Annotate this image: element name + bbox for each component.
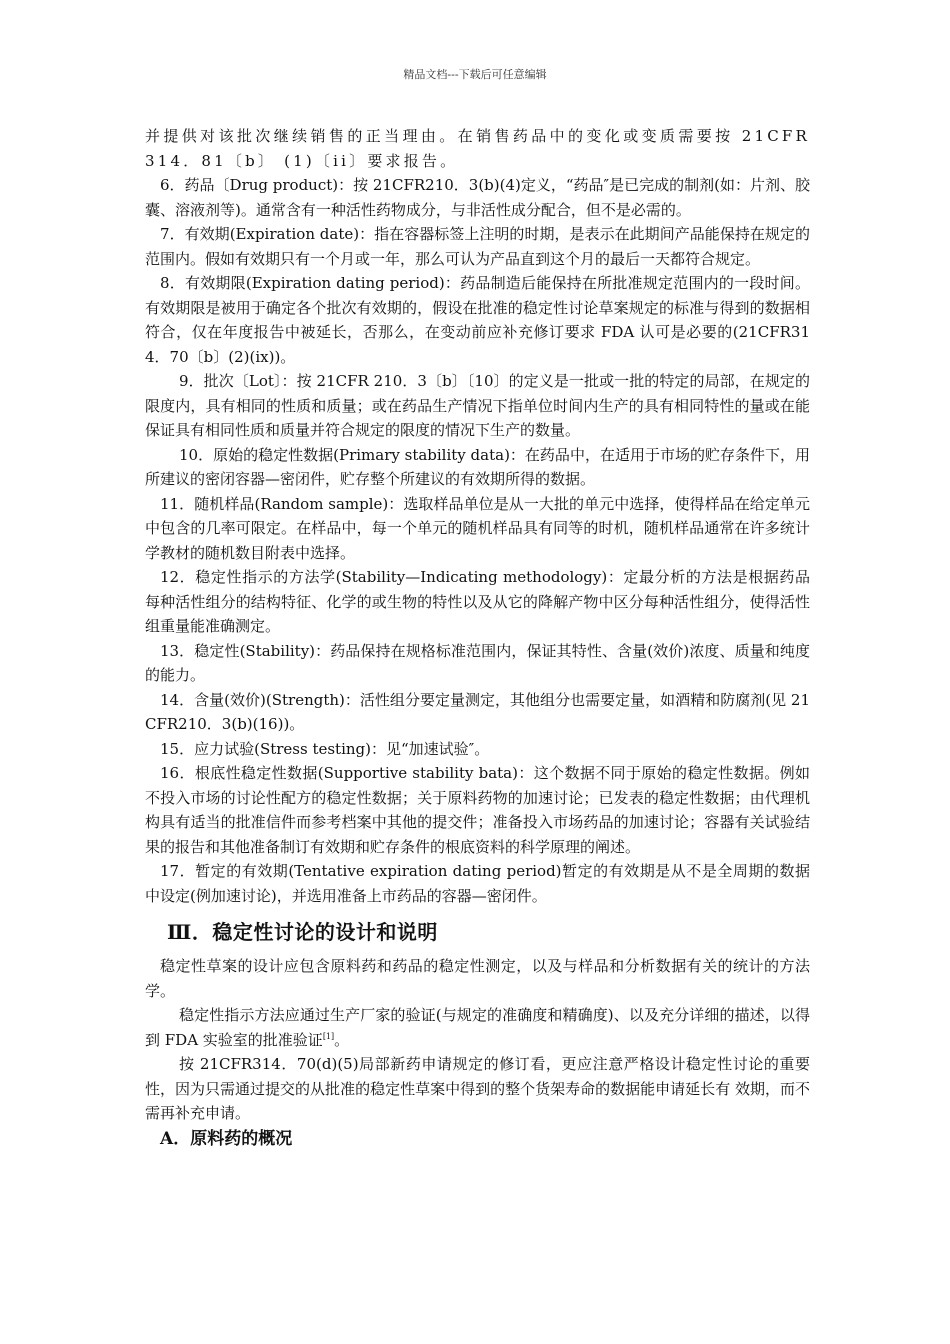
definition-15-stress-testing: 15．应力试验(Stress testing)：见“加速试验″。 <box>160 739 490 758</box>
definition-6-drug-product: 6．药品〔Drug product)：按 21CFR210．3(b)(4)定义，“药品″是已完成的制剂(如：片剂、胶囊、溶液剂等)。通常含有一种活性药物成分，与非活性成分配合，但不是必需的。 <box>145 176 811 219</box>
section-heading: Ⅲ．稳定性讨论的设计和说明 <box>167 920 438 944</box>
section-paragraph-3: 按 21CFR314．70(d)(5)局部新药申请规定的修订看，更应注意严格设计稳定性讨论的重要性，因为只需通过提交的从批准的稳定性草案中得到的整个货架寿命的数据能申请延长有 效期，而不需再补充申请。 <box>145 1055 810 1122</box>
definition-11-random-sample: 11．随机样品(Random sample)：选取样品单位是从一大批的单元中选择，使得样品在给定单元中包含的几率可限定。在样品中，每一个单元的随机样品具有同等的时机，随机样品通常在许多统计学教材的随机数目附表中选择。 <box>145 494 810 562</box>
definition-13-stability: 13．稳定性(Stability)：药品保持在规格标准范围内，保证其特性、含量(效价)浓度、质量和纯度的能力。 <box>145 641 810 684</box>
definition-9-lot: 9．批次〔Lot〕：按 21CFR 210．3〔b〕〔10〕的定义是一批或一批的特定的局部，在规定的限度内，具有相同的性质和质量；或在药品生产情况下指单位时间内生产的具有相同特性的量或在能保证具有相同性质和质量并符合规定的限度的情况下生产的数量。 <box>145 372 810 439</box>
document-body <box>145 124 810 1152</box>
section-paragraph-2-text: 稳定性指示方法应通过生产厂家的验证(与规定的准确度和精确度)、以及充分详细的描述，以得到 FDA 实验室的批准验证 <box>145 1006 810 1049</box>
definition-14-strength: 14．含量(效价)(Strength)：活性组分要定量测定，其他组分也需要定量，如酒精和防腐剂(见 21CFR210．3(b)(16))。 <box>145 690 810 733</box>
definition-17-tentative-expiration-dating-period: 17．暂定的有效期(Tentative expiration dating period)暂定的有效期是从不是全周期的数据中设定(例加速讨论)，并选用准备上市药品的容器—密闭件。 <box>145 862 810 905</box>
section-paragraph-2 <box>145 1003 810 1052</box>
definition-10-primary-stability-data: 10．原始的稳定性数据(Primary stability data)：在药品中，在适用于市场的贮存条件下，用所建议的密闭容器—密闭件，贮存整个所建议的有效期所得的数据。 <box>145 445 810 488</box>
subsection-heading: A．原料药的概况 <box>160 1128 293 1149</box>
section-paragraph-2-end: 。 <box>334 1030 350 1049</box>
citation-reference: [1] <box>322 1031 335 1041</box>
paragraph-continuation: 并提供对该批次继续销售的正当理由。在销售药品中的变化或变质需要按 21CFR314．81〔b〕 (1)〔ii〕要求报告。 <box>145 127 810 170</box>
definition-12-stability-indicating-methodology: 12．稳定性指示的方法学(Stability—Indicating methodology)：定最分析的方法是根据药品每种活性组分的结构特征、化学的或生物的特性以及从它的降解产物中区分每种活性组分，使得活性组重量能准确测定。 <box>145 568 810 635</box>
definition-7-expiration-date: 7．有效期(Expiration date)：指在容器标签上注明的时期，是表示在此期间产品能保持在规定的范围内。假如有效期只有一个月或一年，那么可认为产品直到这个月的最后一天都符合规定。 <box>145 225 810 268</box>
definition-8-expiration-dating-period: 8．有效期限(Expiration dating period)：药品制造后能保持在所批准规定范围内的一段时间。有效期限是被用于确定各个批次有效期的，假设在批准的稳定性讨论草案规定的标准与得到的数据相符合，仅在年度报告中被延长，否那么，在变动前应补充修订要求 FDA 认可是必要的(21CFR314．70〔b〕(2)(ix))。 <box>145 274 810 366</box>
section-paragraph-1: 稳定性草案的设计应包含原料药和药品的稳定性测定，以及与样品和分析数据有关的统计的方法学。 <box>145 957 810 1000</box>
page-header: 精品文档---下载后可任意编辑 <box>403 68 547 81</box>
definition-16-supportive-stability-data: 16．根底性稳定性数据(Supportive stability bata)：这个数据不同于原始的稳定性数据。例如不投入市场的讨论性配方的稳定性数据；关于原料药物的加速讨论；已发表的稳定性数据；由代理机构具有适当的批准信件而参考档案中其他的提交件；准备投入市场药品的加速讨论；容器有关试验结果的报告和其他准备制订有效期和贮存条件的根底资料的科学原理的阐述。 <box>145 764 810 856</box>
